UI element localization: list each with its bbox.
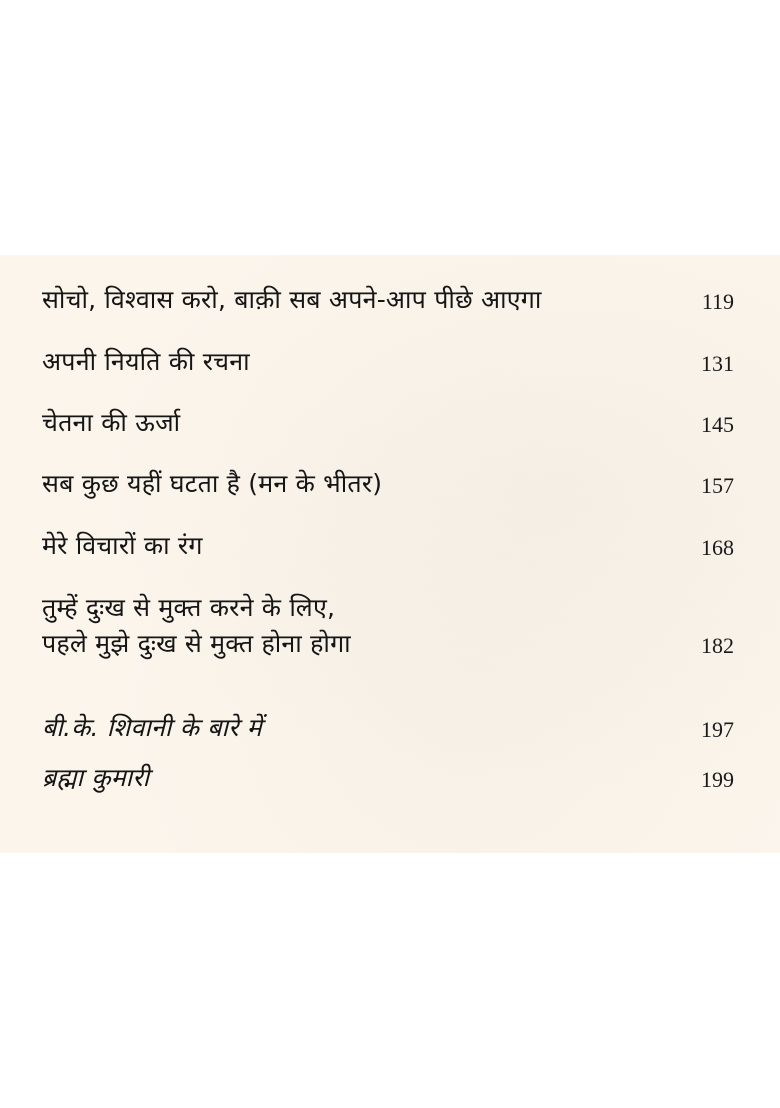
book-page bbox=[0, 255, 780, 853]
toc-entry-title: मेरे विचारों का रंग bbox=[42, 531, 203, 560]
toc-entry-page-number: 199 bbox=[701, 767, 734, 792]
toc-entry-page-number: 145 bbox=[701, 412, 734, 437]
toc-entry-page-number: 182 bbox=[701, 633, 734, 658]
table-of-contents bbox=[0, 255, 780, 853]
toc-entry-page-number: 131 bbox=[701, 351, 734, 376]
toc-entry-page-number: 168 bbox=[701, 535, 734, 560]
toc-entry-title: ब्रह्मा कुमारी bbox=[42, 763, 150, 792]
toc-entry-title: तुम्हें दुःख से मुक्त करने के लिए, bbox=[42, 593, 336, 622]
toc-entry-page-number: 197 bbox=[701, 717, 734, 742]
toc-entry-title: सोचो, विश्वास करो, बाक़ी सब अपने-आप पीछे आएगा bbox=[42, 285, 542, 314]
toc-entry-title: बी.के. शिवानी के बारे में bbox=[42, 713, 262, 742]
toc-entry-title: अपनी नियति की रचना bbox=[42, 347, 250, 376]
toc-entry-page-number: 119 bbox=[701, 289, 734, 314]
toc-entry-page-number: 157 bbox=[701, 473, 734, 498]
toc-entry-title: पहले मुझे दुःख से मुक्त होना होगा bbox=[42, 629, 351, 658]
toc-entry-title: सब कुछ यहीं घटता है (मन के भीतर) bbox=[42, 469, 383, 498]
toc-entry-title: चेतना की ऊर्जा bbox=[42, 408, 181, 437]
